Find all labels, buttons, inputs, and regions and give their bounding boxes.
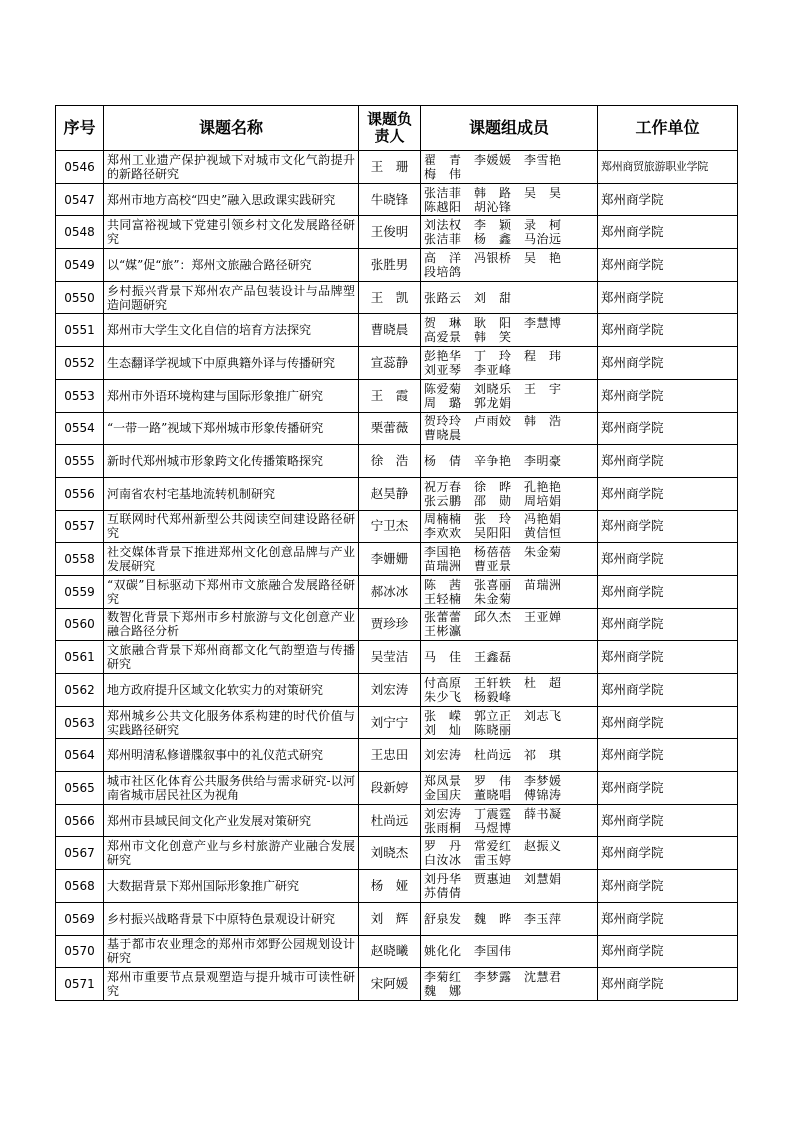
- row-title: 河南省农村宅基地流转机制研究: [104, 477, 359, 510]
- member-line: 周楠楠 张 玲 冯艳娟: [424, 512, 562, 527]
- row-title: 郑州市地方高校“四史”融入思政课实践研究: [104, 183, 359, 216]
- row-leader: 张胜男: [359, 249, 421, 282]
- table-row: [56, 674, 738, 707]
- member-line: 马 佳 王鑫磊: [424, 650, 512, 665]
- member-line: 张蕾蕾 邱久杰 王亚婵: [424, 610, 562, 625]
- row-unit: 郑州商学院: [598, 575, 738, 608]
- table-row: [56, 837, 738, 870]
- row-leader: 郝冰冰: [359, 575, 421, 608]
- member-line: 张路云 刘 甜: [424, 290, 512, 305]
- row-unit: 郑州商学院: [598, 968, 738, 1001]
- row-leader: 李姗姗: [359, 543, 421, 576]
- header-leader: 课题负责人: [359, 106, 421, 151]
- row-unit: 郑州商学院: [598, 739, 738, 772]
- table-header-row: [56, 106, 738, 151]
- row-number: 0563: [56, 706, 104, 739]
- member-line: 张洁菲 韩 路 吴 昊: [424, 185, 562, 200]
- table-row: [56, 804, 738, 837]
- row-number: 0561: [56, 641, 104, 674]
- row-unit: 郑州商学院: [598, 608, 738, 641]
- row-leader: 刘宏涛: [359, 674, 421, 707]
- row-members: [421, 902, 598, 935]
- row-number: 0548: [56, 216, 104, 249]
- row-leader: 赵昊静: [359, 477, 421, 510]
- header-no: 序号: [56, 106, 104, 151]
- row-members: [421, 641, 598, 674]
- member-line: 刘宏涛 丁震霆 薛书凝: [424, 806, 562, 821]
- member-line: 白汝冰 雷玉婷: [424, 853, 512, 868]
- header-members: 课题组成员: [421, 106, 598, 151]
- member-line: 杨 倩 辛争艳 李明豪: [424, 454, 562, 469]
- row-number: 0553: [56, 379, 104, 412]
- member-line: 张洁菲 杨 鑫 马治远: [424, 232, 562, 247]
- table-row: [56, 870, 738, 903]
- member-line: 张雨桐 马煜博: [424, 820, 512, 835]
- member-line: 陈 茜 张喜丽 苗瑞洲: [424, 577, 562, 592]
- header-unit: 工作单位: [598, 106, 738, 151]
- row-leader: 杜尚远: [359, 804, 421, 837]
- row-leader: 段新婷: [359, 772, 421, 805]
- row-number: 0555: [56, 445, 104, 478]
- row-number: 0566: [56, 804, 104, 837]
- member-line: 付高原 王轩轶 杜 超: [424, 675, 562, 690]
- row-number: 0568: [56, 870, 104, 903]
- member-line: 曹晓晨: [424, 428, 462, 443]
- row-number: 0549: [56, 249, 104, 282]
- member-line: 舒泉发 魏 晔 李玉萍: [424, 911, 562, 926]
- member-line: 郑凤景 罗 伟 李梦媛: [424, 773, 562, 788]
- row-members: [421, 379, 598, 412]
- member-line: 罗 丹 常爱红 赵振义: [424, 839, 562, 854]
- row-members: [421, 445, 598, 478]
- row-members: [421, 804, 598, 837]
- table-body: [56, 151, 738, 1001]
- table-row: [56, 347, 738, 380]
- member-line: 李国艳 杨蓓蓓 朱金菊: [424, 545, 562, 560]
- member-line: 姚化化 李国伟: [424, 944, 512, 959]
- member-line: 王彬瀛: [424, 624, 462, 639]
- row-unit: 郑州商学院: [598, 772, 738, 805]
- row-title: “双碳”目标驱动下郑州市文旅融合发展路径研究: [104, 575, 359, 608]
- row-members: [421, 608, 598, 641]
- row-title: “一带一路”视域下郑州城市形象传播研究: [104, 412, 359, 445]
- row-members: [421, 870, 598, 903]
- row-members: [421, 216, 598, 249]
- member-line: 朱少飞 杨毅峰: [424, 689, 512, 704]
- row-leader: 吴莹洁: [359, 641, 421, 674]
- table-row: [56, 772, 738, 805]
- member-line: 刘丹华 贾惠迪 刘慧娟: [424, 871, 562, 886]
- table-row: [56, 641, 738, 674]
- row-unit: 郑州商学院: [598, 477, 738, 510]
- row-title: 共同富裕视域下党建引领乡村文化发展路径研究: [104, 216, 359, 249]
- member-line: 翟 青 李媛媛 李雪艳: [424, 152, 562, 167]
- row-title: 乡村振兴战略背景下中原特色景观设计研究: [104, 902, 359, 935]
- row-title: 大数据背景下郑州国际形象推广研究: [104, 870, 359, 903]
- row-unit: 郑州商学院: [598, 314, 738, 347]
- row-unit: 郑州商学院: [598, 412, 738, 445]
- row-number: 0556: [56, 477, 104, 510]
- table-row: [56, 314, 738, 347]
- row-number: 0564: [56, 739, 104, 772]
- table-row: [56, 379, 738, 412]
- member-line: 段培鸽: [424, 264, 462, 279]
- member-line: 彭艳华 丁 玲 程 玮: [424, 348, 562, 363]
- row-title: 城市社区化体育公共服务供给与需求研究-以河南省城市居民社区为视角: [104, 772, 359, 805]
- table-row: [56, 249, 738, 282]
- row-unit: 郑州商学院: [598, 510, 738, 543]
- row-unit: 郑州商学院: [598, 445, 738, 478]
- row-title: 地方政府提升区域文化软实力的对策研究: [104, 674, 359, 707]
- table-row: [56, 445, 738, 478]
- member-line: 刘亚琴 李亚峰: [424, 362, 512, 377]
- row-title: 新时代郑州城市形象跨文化传播策略探究: [104, 445, 359, 478]
- row-members: [421, 477, 598, 510]
- table-row: [56, 151, 738, 184]
- row-members: [421, 837, 598, 870]
- member-line: 李欢欢 吴阳阳 黄信恒: [424, 526, 562, 541]
- row-leader: 刘 辉: [359, 902, 421, 935]
- row-title: 乡村振兴背景下郑州农产品包装设计与品牌塑造问题研究: [104, 281, 359, 314]
- table-row: [56, 739, 738, 772]
- row-number: 0569: [56, 902, 104, 935]
- member-line: 刘法权 李 颖 录 柯: [424, 218, 562, 233]
- row-unit: 郑州商学院: [598, 281, 738, 314]
- row-title: 文旅融合背景下郑州商都文化气韵塑造与传播研究: [104, 641, 359, 674]
- row-leader: 王 霞: [359, 379, 421, 412]
- row-leader: 宁卫杰: [359, 510, 421, 543]
- table-row: [56, 281, 738, 314]
- row-unit: 郑州商学院: [598, 379, 738, 412]
- member-line: 贺 琳 耿 阳 李慧博: [424, 316, 562, 331]
- row-title: 郑州城乡公共文化服务体系构建的时代价值与实践路径研究: [104, 706, 359, 739]
- row-number: 0567: [56, 837, 104, 870]
- row-unit: 郑州商贸旅游职业学院: [598, 151, 738, 184]
- row-leader: 栗蕾薇: [359, 412, 421, 445]
- row-members: [421, 968, 598, 1001]
- row-unit: 郑州商学院: [598, 902, 738, 935]
- row-title: 郑州市文化创意产业与乡村旅游产业融合发展研究: [104, 837, 359, 870]
- member-line: 金国庆 董晓唱 傅锦涛: [424, 787, 562, 802]
- row-title: 郑州市大学生文化自信的培育方法探究: [104, 314, 359, 347]
- row-title: 生态翻译学视域下中原典籍外译与传播研究: [104, 347, 359, 380]
- table-row: [56, 412, 738, 445]
- row-members: [421, 183, 598, 216]
- row-leader: 宣蕊静: [359, 347, 421, 380]
- member-line: 梅 伟: [424, 166, 462, 181]
- row-unit: 郑州商学院: [598, 804, 738, 837]
- table-row: [56, 510, 738, 543]
- project-table-sheet: [55, 105, 737, 1001]
- member-line: 苗瑞洲 曹亚景: [424, 559, 512, 574]
- row-leader: 赵晓曦: [359, 935, 421, 968]
- table-row: [56, 575, 738, 608]
- row-number: 0547: [56, 183, 104, 216]
- row-title: 社交媒体背景下推进郑州文化创意品牌与产业发展研究: [104, 543, 359, 576]
- row-title: 互联网时代郑州新型公共阅读空间建设路径研究: [104, 510, 359, 543]
- row-title: 郑州市外语环境构建与国际形象推广研究: [104, 379, 359, 412]
- row-title: 郑州市县域民间文化产业发展对策研究: [104, 804, 359, 837]
- row-unit: 郑州商学院: [598, 706, 738, 739]
- member-line: 张 嵘 郭立正 刘志飞: [424, 708, 562, 723]
- row-members: [421, 674, 598, 707]
- table-row: [56, 216, 738, 249]
- row-unit: 郑州商学院: [598, 183, 738, 216]
- member-line: 高爱景 韩 笑: [424, 330, 512, 345]
- table-row: [56, 543, 738, 576]
- row-number: 0562: [56, 674, 104, 707]
- row-leader: 王 珊: [359, 151, 421, 184]
- row-number: 0558: [56, 543, 104, 576]
- row-unit: 郑州商学院: [598, 837, 738, 870]
- row-leader: 王俊明: [359, 216, 421, 249]
- member-line: 陈爱菊 刘晓乐 王 宇: [424, 381, 562, 396]
- row-number: 0559: [56, 575, 104, 608]
- row-leader: 贾珍珍: [359, 608, 421, 641]
- member-line: 刘宏涛 杜尚远 祁 琪: [424, 748, 562, 763]
- row-unit: 郑州商学院: [598, 216, 738, 249]
- member-line: 周 璐 郭龙娟: [424, 395, 512, 410]
- row-leader: 王 凯: [359, 281, 421, 314]
- row-leader: 杨 娅: [359, 870, 421, 903]
- row-title: 基于都市农业理念的郑州市郊野公园规划设计研究: [104, 935, 359, 968]
- row-members: [421, 249, 598, 282]
- row-unit: 郑州商学院: [598, 249, 738, 282]
- row-number: 0550: [56, 281, 104, 314]
- row-members: [421, 412, 598, 445]
- row-title: 郑州市重要节点景观塑造与提升城市可读性研究: [104, 968, 359, 1001]
- table-row: [56, 902, 738, 935]
- row-members: [421, 347, 598, 380]
- member-line: 李菊红 李梦露 沈慧君: [424, 970, 562, 985]
- row-title: 以“媒”促“旅”：郑州文旅融合路径研究: [104, 249, 359, 282]
- row-members: [421, 510, 598, 543]
- row-number: 0565: [56, 772, 104, 805]
- row-members: [421, 772, 598, 805]
- row-unit: 郑州商学院: [598, 870, 738, 903]
- table-row: [56, 477, 738, 510]
- project-table: [55, 105, 738, 1001]
- member-line: 祝万春 徐 晔 孔艳艳: [424, 479, 562, 494]
- row-members: [421, 151, 598, 184]
- member-line: 魏 娜: [424, 984, 462, 999]
- row-number: 0551: [56, 314, 104, 347]
- table-row: [56, 935, 738, 968]
- member-line: 王轻楠 朱金菊: [424, 591, 512, 606]
- row-leader: 刘宁宁: [359, 706, 421, 739]
- row-unit: 郑州商学院: [598, 347, 738, 380]
- row-members: [421, 706, 598, 739]
- table-row: [56, 706, 738, 739]
- row-number: 0570: [56, 935, 104, 968]
- header-title: 课题名称: [104, 106, 359, 151]
- row-leader: 徐 浩: [359, 445, 421, 478]
- row-members: [421, 575, 598, 608]
- row-leader: 刘晓杰: [359, 837, 421, 870]
- row-members: [421, 739, 598, 772]
- row-unit: 郑州商学院: [598, 674, 738, 707]
- row-members: [421, 543, 598, 576]
- row-leader: 王忠田: [359, 739, 421, 772]
- member-line: 苏倩倩: [424, 885, 462, 900]
- row-leader: 宋阿媛: [359, 968, 421, 1001]
- table-row: [56, 183, 738, 216]
- row-unit: 郑州商学院: [598, 641, 738, 674]
- table-row: [56, 608, 738, 641]
- row-leader: 牛晓锋: [359, 183, 421, 216]
- member-line: 张云鹏 邵 勋 周培娟: [424, 493, 562, 508]
- row-title: 数智化背景下郑州市乡村旅游与文化创意产业融合路径分析: [104, 608, 359, 641]
- row-number: 0557: [56, 510, 104, 543]
- row-number: 0554: [56, 412, 104, 445]
- row-number: 0571: [56, 968, 104, 1001]
- row-members: [421, 935, 598, 968]
- row-number: 0560: [56, 608, 104, 641]
- member-line: 高 洋 冯银桥 吴 艳: [424, 250, 562, 265]
- row-title: 郑州明清私修谱牒叙事中的礼仪范式研究: [104, 739, 359, 772]
- row-unit: 郑州商学院: [598, 935, 738, 968]
- table-row: [56, 968, 738, 1001]
- row-number: 0546: [56, 151, 104, 184]
- member-line: 陈越阳 胡沁锋: [424, 199, 512, 214]
- row-number: 0552: [56, 347, 104, 380]
- row-members: [421, 281, 598, 314]
- member-line: 贺玲玲 卢雨姣 韩 浩: [424, 414, 562, 429]
- row-title: 郑州工业遗产保护视域下对城市文化气韵提升的新路径研究: [104, 151, 359, 184]
- member-line: 刘 灿 陈晓丽: [424, 722, 512, 737]
- row-unit: 郑州商学院: [598, 543, 738, 576]
- row-members: [421, 314, 598, 347]
- row-leader: 曹晓晨: [359, 314, 421, 347]
